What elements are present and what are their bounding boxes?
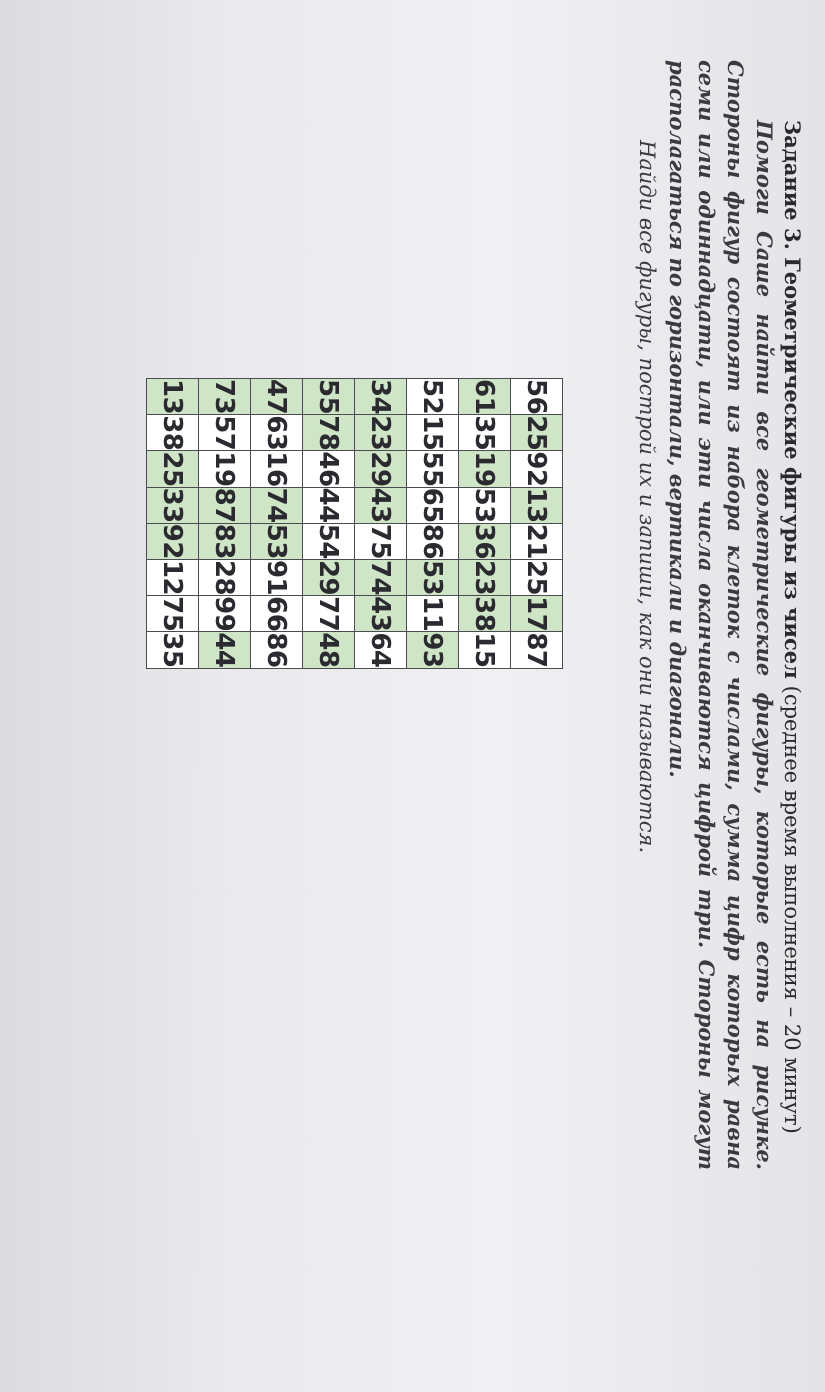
grid-row [511,379,563,669]
grid-cell: 21 [511,523,563,559]
grid-cell: 35 [459,415,511,451]
grid-cell: 13 [511,487,563,523]
grid-cell: 74 [355,559,407,595]
task-title [779,60,805,1170]
grid-cell: 83 [199,523,251,559]
grid-cell: 43 [355,596,407,632]
grid-cell: 28 [199,559,251,595]
grid-cell: 43 [355,487,407,523]
grid-cell: 53 [407,559,459,595]
grid-cell: 91 [251,559,303,595]
grid-row [147,379,199,669]
grid-cell: 44 [199,632,251,668]
grid-cell: 56 [511,379,563,415]
grid-cell: 61 [459,379,511,415]
grid-cell: 92 [511,451,563,487]
grid-cell: 48 [303,632,355,668]
grid-cell: 19 [459,451,511,487]
grid-cell: 55 [303,379,355,415]
grid-row [199,379,251,669]
grid-row [407,379,459,669]
grid-cell: 29 [355,451,407,487]
grid-cell: 35 [147,632,199,668]
grid-cell: 75 [147,596,199,632]
task-block [632,60,805,1170]
grid-row [459,379,511,669]
grid-cell: 87 [511,632,563,668]
grid-cell: 25 [511,559,563,595]
grid-cell: 52 [407,379,459,415]
grid-row [303,379,355,669]
grid-row [355,379,407,669]
grid-cell: 15 [459,632,511,668]
task-title-rest: (среднее время выполнения – 20 минут) [780,678,804,1134]
task-title-bold: Задание 3. Геометрические фигуры из чисел [780,120,805,679]
grid-cell: 44 [303,487,355,523]
grid-cell: 23 [355,415,407,451]
grid-cell: 73 [199,379,251,415]
grid-cell: 99 [199,596,251,632]
grid-cell: 29 [303,559,355,595]
grid-cell: 64 [355,632,407,668]
grid-cell: 11 [407,596,459,632]
grid-cell: 13 [147,379,199,415]
grid-cell: 57 [199,415,251,451]
grid-cell: 92 [147,523,199,559]
grid-cell: 87 [199,487,251,523]
grid-cell: 23 [459,559,511,595]
grid-cell: 54 [303,523,355,559]
grid-cell: 46 [303,451,355,487]
grid-cell: 12 [147,559,199,595]
grid-cell: 53 [459,487,511,523]
grid-cell: 74 [251,487,303,523]
grid-cell: 63 [251,415,303,451]
grid-cell: 75 [355,523,407,559]
grid-cell: 77 [303,596,355,632]
grid-cell: 93 [407,632,459,668]
grid-cell: 36 [459,523,511,559]
grid-cell: 25 [511,415,563,451]
grid-cell: 66 [251,596,303,632]
grid-cell: 86 [251,632,303,668]
grid-cell: 17 [511,596,563,632]
grid-cell: 53 [251,523,303,559]
grid-cell: 38 [459,596,511,632]
grid-cell: 47 [251,379,303,415]
number-grid-body [147,379,563,669]
grid-cell: 38 [147,415,199,451]
task-paragraph: Помоги Саше найти все геометрические фигуры, которые есть на рисунке. Стороны фигур состоят из набора клеток с числами, сумма цифр которых равна семи или одиннадцати, или эти числа оканчиваются цифрой три. Стороны могут располагаться по горизонтали, вертикали и диагонали. [665,60,777,1170]
grid-cell: 65 [407,487,459,523]
task-instruction: Найди все фигуры, построй их и запиши, как они называются. [635,140,659,854]
number-grid [146,378,563,669]
grid-cell: 19 [199,451,251,487]
grid-cell: 16 [251,451,303,487]
grid-cell: 78 [303,415,355,451]
grid-cell: 55 [407,451,459,487]
grid-cell: 34 [355,379,407,415]
grid-cell: 86 [407,523,459,559]
grid-cell: 33 [147,487,199,523]
grid-row [251,379,303,669]
grid-cell: 25 [147,451,199,487]
grid-cell: 15 [407,415,459,451]
